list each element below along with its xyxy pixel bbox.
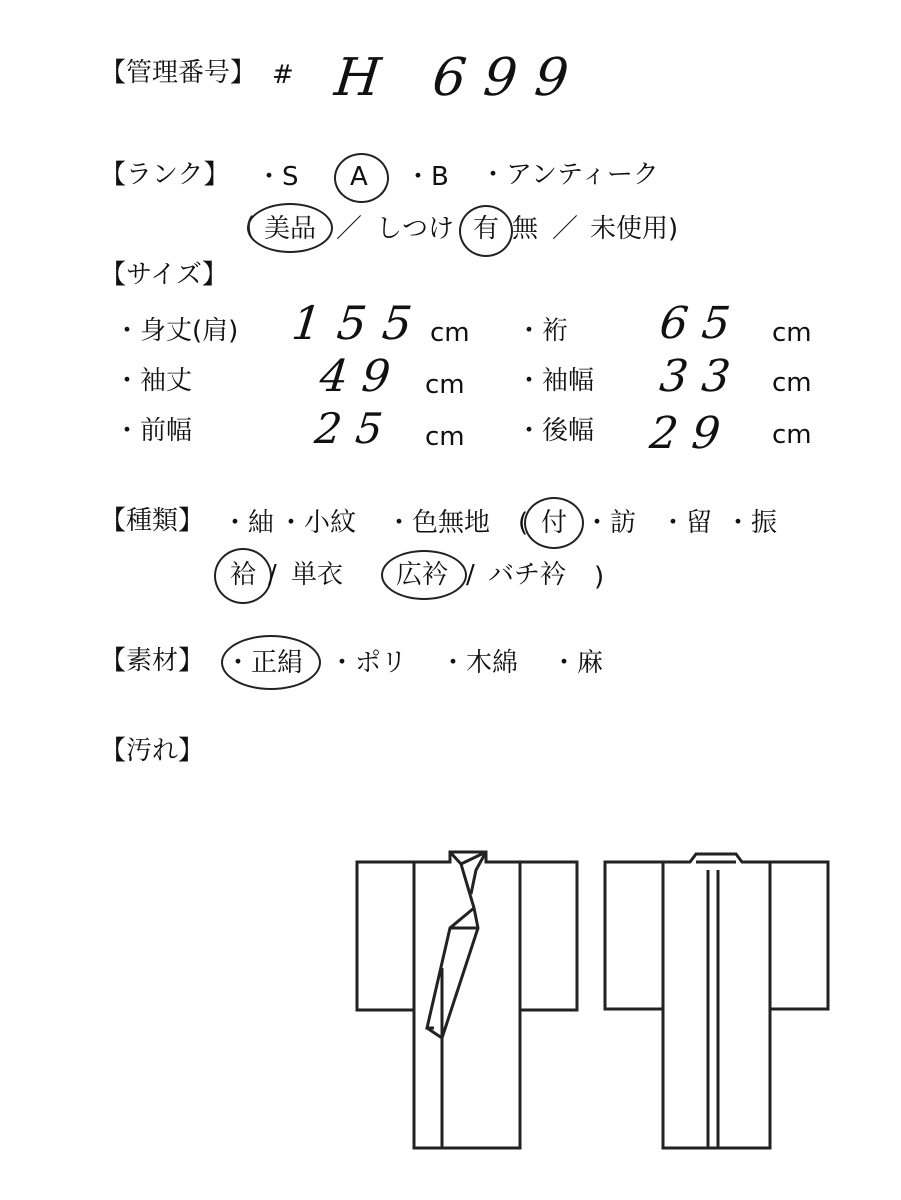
rank-condition: 美品 [264,214,317,244]
rank-option-antique: ・アンティーク [480,160,659,190]
collar-slash: / [466,560,475,590]
size-row-3-name: ・前幅 [114,416,193,446]
kimono-front-diagram [350,848,590,1158]
material-option-silk: ・正絹 [225,648,304,678]
size-row-2-value2: 33 [657,351,747,402]
type-open-paren: ( [518,508,529,538]
rank-unused: 未使用) [590,214,679,244]
size-row-3-unit2: cm [772,420,812,450]
rank-sep-1: ／ [336,214,363,244]
size-row-3-value: 25 [312,404,400,453]
size-row-1-value: 155 [289,296,431,350]
rank-option-s: ・S [256,162,299,192]
size-row-1-name2: ・裄 [516,316,569,346]
basting-has: 有 [473,214,500,244]
type-option-tsuke: 付 [541,508,568,538]
basting-none: 無 [512,214,539,244]
kimono-back-diagram [600,848,840,1158]
type-option-komon: ・小紋 [278,508,357,538]
type-option-tome: ・留 [660,508,713,538]
lining-awase: 袷 [230,560,257,590]
type-option-furi: ・振 [725,508,778,538]
management-number: H 699 [331,48,590,108]
type-option-iromuji: ・色無地 [386,508,491,538]
size-row-1-name: ・身丈(肩) [114,316,239,346]
basting-label: しつけ [376,214,455,244]
size-row-2-unit2: cm [772,368,812,398]
size-row-2-name: ・袖丈 [114,366,193,396]
type-option-hou: ・訪 [584,508,637,538]
size-row-3-name2: ・後幅 [516,416,595,446]
management-hash: # [272,60,294,90]
material-option-cotton: ・木綿 [440,648,519,678]
size-row-2-value: 49 [317,351,407,402]
size-row-3-unit: cm [425,422,465,452]
rank-open-paren: ( [245,212,256,242]
material-label: 【素材】 [100,646,205,676]
material-option-hemp: ・麻 [551,648,604,678]
type-label: 【種類】 [100,506,205,536]
lining-hitoe: 単衣 [291,560,344,590]
management-label: 【管理番号】 [100,58,257,88]
collar-bachi: バチ衿 [488,560,567,590]
size-row-1-unit: cm [430,318,470,348]
size-row-3-value2: 29 [647,408,737,459]
material-option-poly: ・ポリ [329,648,408,678]
size-row-2-unit: cm [425,370,465,400]
size-row-1-value2: 65 [657,298,747,349]
size-row-1-unit2: cm [772,318,812,348]
collar-hiro: 広衿 [396,560,449,590]
size-row-2-name2: ・袖幅 [516,366,595,396]
lining-slash: / [268,560,277,590]
rank-sep-2: ／ [552,214,579,244]
type-close-paren: ) [594,562,605,592]
rank-option-b: ・B [405,162,449,192]
rank-label: 【ランク】 [100,160,230,190]
stains-label: 【汚れ】 [100,736,205,766]
rank-option-a: A [350,162,368,192]
size-label: 【サイズ】 [100,260,228,290]
type-option-tsumugi: ・紬 [222,508,275,538]
